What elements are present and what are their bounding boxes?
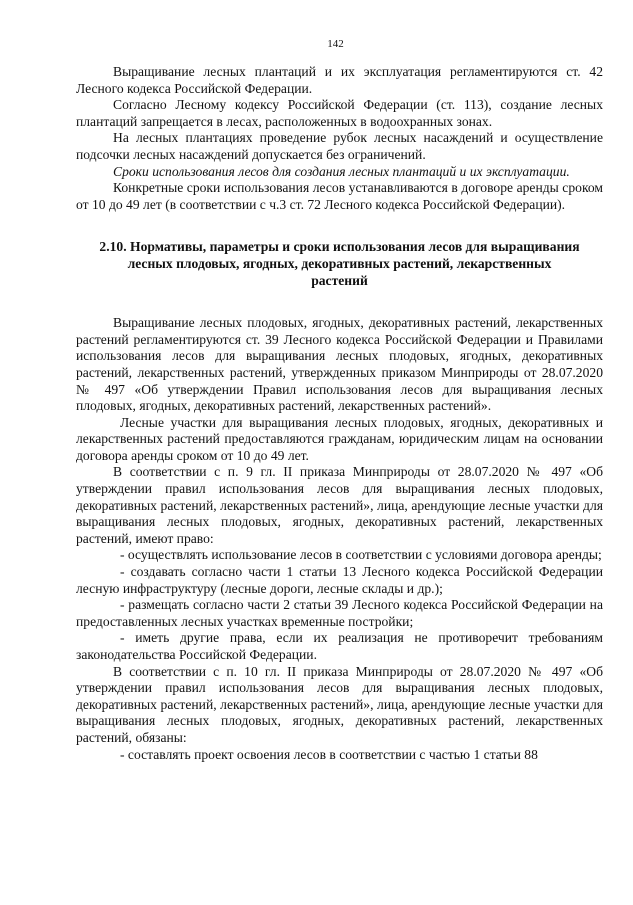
paragraph-lease-terms: Конкретные сроки использования лесов устанавливаются в договоре аренды сроком от 10 до 49 лет (в соответствии с ч.3 ст. 72 Лесного кодекса Российской Федерации). xyxy=(76,180,603,212)
paragraph-felling: На лесных плантациях проведение рубок лесных насаждений и осуществление подсочки лесных насаждений допускается без ограничений. xyxy=(76,130,603,162)
paragraph-plantations-regulation: Выращивание лесных плантаций и их эксплуатация регламентируются ст. 42 Лесного кодекса Российской Федерации. xyxy=(76,64,603,96)
paragraph-land-plots: Лесные участки для выращивания лесных плодовых, ягодных, декоративных и лекарственных растений предоставляются гражданам, юридическим лицам на основании договора аренды сроком от 10 до 49 лет. xyxy=(76,414,603,463)
paragraph-water-protection: Согласно Лесному кодексу Российской Федерации (ст. 113), создание лесных плантаций запрещается в лесах, расположенных в водоохранных зонах. xyxy=(76,97,603,129)
paragraph-rights-intro: В соответствии с п. 9 гл. II приказа Минприроды от 28.07.2020 № 497 «Об утверждении правил использования лесов для выращивания лесных плодовых, декоративных растений, лекарственных растений», лица, арендующие лесные участки для выращивания лесных плодовых, ягодных, декоративных растений, лекарственных растений, имеют право: xyxy=(76,464,603,546)
list-item-right: - осуществлять использование лесов в соответствии с условиями договора аренды; xyxy=(120,547,602,563)
section-heading xyxy=(76,239,603,289)
section-heading-line: лесных плодовых, ягодных, декоративных растений, лекарственных xyxy=(127,255,552,271)
list-item-right: - создавать согласно части 1 статьи 13 Лесного кодекса Российской Федерации лесную инфраструктуру (лесные дороги, лесные склады и др.); xyxy=(76,564,603,596)
list-item-right: - иметь другие права, если их реализация не противоречит требованиям законодательства Российской Федерации. xyxy=(76,630,603,662)
section-heading-line: 2.10. Нормативы, параметры и сроки использования лесов для выращивания xyxy=(99,239,580,255)
paragraph-cultivation-regulation: Выращивание лесных плодовых, ягодных, декоративных растений, лекарственных растений регламентируются ст. 39 Лесного кодекса Российской Федерации и Правилами использования лесов для выращивания лесных плодовых, ягодных, декоративных растений, лекарственных растений, утвержденных приказом Минприроды от 28.07.2020 № 497 «Об утверждении Правил использования лесов для выращивания лесных плодовых, ягодных, декоративных растений, лекарственных растений». xyxy=(76,315,603,414)
paragraph-terms-heading: Сроки использования лесов для создания лесных плантаций и их эксплуатации. xyxy=(113,163,570,179)
page-number: 142 xyxy=(327,38,344,50)
paragraph-duties-intro: В соответствии с п. 10 гл. II приказа Минприроды от 28.07.2020 № 497 «Об утверждении правил использования лесов для выращивания лесных плодовых, декоративных растений, лекарственных растений», лица, арендующие лесные участки для выращивания лесных плодовых, ягодных, декоративных растений, лекарственных растений, обязаны: xyxy=(76,663,603,745)
section-heading-line: растений xyxy=(311,272,368,288)
list-item-right: - размещать согласно части 2 статьи 39 Лесного кодекса Российской Федерации на предоставленных лесных участках временные постройки; xyxy=(76,597,603,629)
list-item-duty: - составлять проект освоения лесов в соответствии с частью 1 статьи 88 xyxy=(120,746,538,762)
